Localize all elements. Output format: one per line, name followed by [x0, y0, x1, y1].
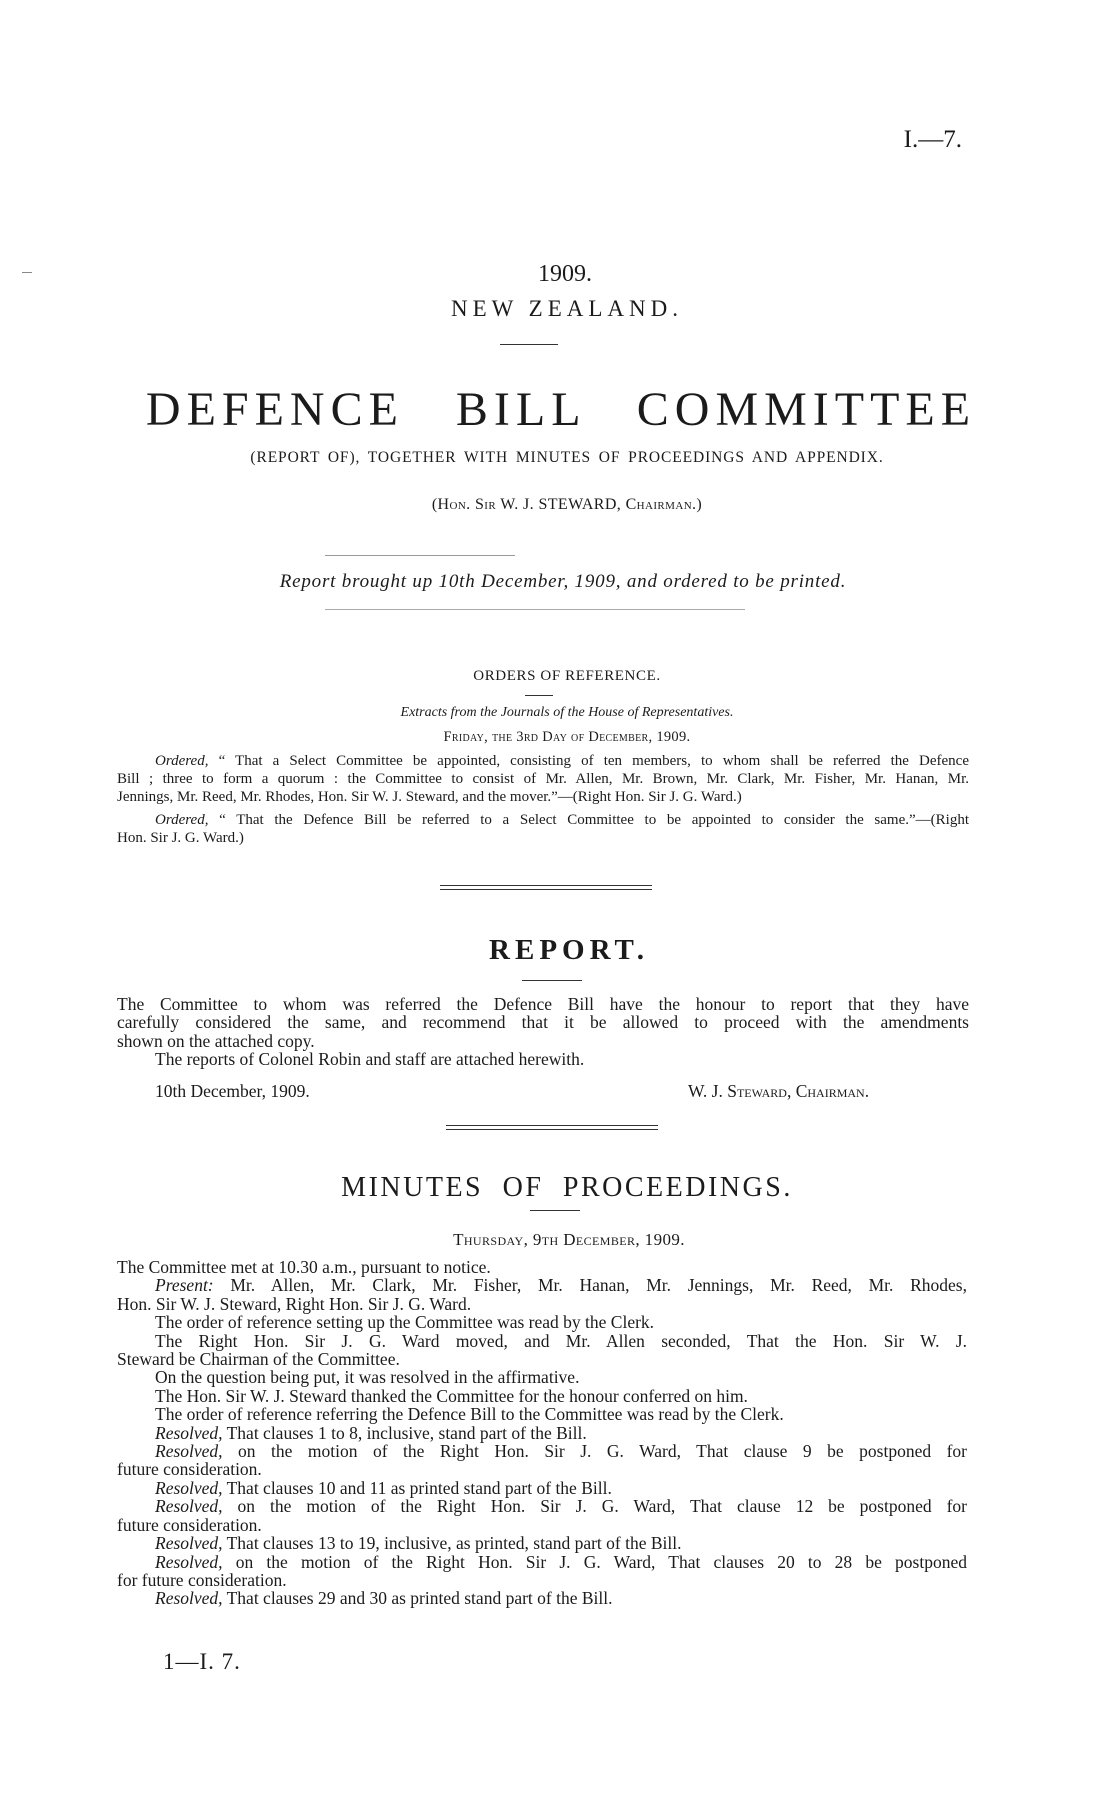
minutes-line-lead: Resolved, — [155, 1422, 223, 1443]
page-reference: I.—7. — [903, 126, 962, 153]
divider — [525, 695, 553, 696]
divider — [522, 980, 582, 981]
minutes-line-text: Mr. Allen, Mr. Clark, Mr. Fisher, Mr. Hanan, Mr. Jennings, Mr. Reed, Mr. Rhodes, — [213, 1275, 967, 1296]
minutes-line-text: On the question being put, it was resolved in the affirmative. — [155, 1367, 580, 1388]
order-2-lead: Ordered, — [155, 812, 209, 828]
document-title: DEFENCE BILL COMMITTEE — [145, 383, 977, 436]
minutes-line — [117, 1479, 967, 1497]
minutes-line — [117, 1295, 967, 1313]
minutes-line-text: Steward be Chairman of the Committee. — [117, 1349, 400, 1370]
order-1-line-1: “ That a Select Committee be appointed, consisting of ten members, to whom shall be referred the Defence — [208, 753, 969, 769]
order-paragraph-1 — [117, 752, 969, 806]
chairman-text: (Hon. Sir W. J. STEWARD, Chairman.) — [431, 496, 703, 513]
minutes-line — [117, 1424, 967, 1442]
minutes-line-text: future consideration. — [117, 1459, 262, 1480]
divider — [500, 344, 558, 345]
minutes-line-text: The order of reference setting up the Committee was read by the Clerk. — [155, 1312, 655, 1333]
minutes-line-lead: Resolved, — [155, 1441, 223, 1462]
minutes-line-lead: Resolved, — [155, 1533, 223, 1554]
minutes-line — [117, 1332, 967, 1350]
order-1-lead: Ordered, — [155, 753, 209, 769]
minutes-line-text: The Hon. Sir W. J. Steward thanked the Committee for the honour conferred on him. — [155, 1385, 748, 1406]
minutes-line — [117, 1516, 967, 1534]
document-subtitle: (REPORT OF), TOGETHER WITH MINUTES OF PROCEEDINGS AND APPENDIX. — [250, 449, 884, 466]
minutes-line — [117, 1442, 967, 1460]
minutes-line-lead: Resolved, — [155, 1496, 223, 1517]
report-line-3: shown on the attached copy. — [117, 1030, 315, 1051]
minutes-line-text: Hon. Sir W. J. Steward, Right Hon. Sir J. G. Ward. — [117, 1293, 472, 1314]
order-paragraph-2 — [117, 811, 969, 847]
minutes-line-text: on the motion of the Right Hon. Sir J. G. Ward, That clause 9 be postponed for — [222, 1441, 967, 1462]
minutes-line-text: The Right Hon. Sir J. G. Ward moved, and Mr. Allen seconded, That the Hon. Sir W. J. — [155, 1330, 967, 1351]
minutes-line — [117, 1368, 967, 1386]
order-1-line-2: Bill ; three to form a quorum : the Committee to consist of Mr. Allen, Mr. Brown, Mr. Clark, Mr. Fisher, Mr. Hanan, Mr. — [117, 771, 969, 787]
page-footer-id: 1—I. 7. — [163, 1649, 241, 1674]
minutes-line-text: That clauses 13 to 19, inclusive, as printed, stand part of the Bill. — [222, 1533, 682, 1554]
minutes-heading: MINUTES OF PROCEEDINGS. — [341, 1172, 793, 1203]
double-divider — [440, 885, 652, 890]
orders-heading: ORDERS OF REFERENCE. — [473, 668, 661, 684]
report-brought-up-line: Report brought up 10th December, 1909, and ordered to be printed. — [279, 571, 847, 592]
minutes-line — [117, 1313, 967, 1331]
minutes-line-lead: Resolved, — [155, 1477, 223, 1498]
report-line-4: The reports of Colonel Robin and staff are attached herewith. — [155, 1049, 585, 1070]
orders-date: Friday, the 3rd Day of December, 1909. — [443, 729, 691, 745]
minutes-line — [117, 1258, 967, 1276]
order-2-line-2: Hon. Sir J. G. Ward.) — [117, 830, 244, 846]
report-signature: W. J. Steward, Chairman. — [688, 1081, 870, 1101]
orders-extract: Extracts from the Journals of the House of Representatives. — [400, 705, 734, 720]
report-line-1: The Committee to whom was referred the Defence Bill have the honour to report that they have — [117, 994, 969, 1014]
minutes-line-text: The order of reference referring the Defence Bill to the Committee was read by the Clerk. — [155, 1404, 784, 1425]
report-heading: REPORT. — [489, 934, 649, 966]
minutes-line-text: That clauses 10 and 11 as printed stand part of the Bill. — [222, 1477, 612, 1498]
minutes-line — [117, 1534, 967, 1552]
minutes-line-text: future consideration. — [117, 1514, 262, 1535]
divider — [325, 609, 745, 610]
report-paragraph — [117, 995, 969, 1069]
double-divider — [446, 1125, 658, 1130]
minutes-line-text: That clauses 1 to 8, inclusive, stand part of the Bill. — [222, 1422, 587, 1443]
minutes-line-text: on the motion of the Right Hon. Sir J. G. Ward, That clauses 20 to 28 be postponed — [222, 1551, 967, 1572]
minutes-line-lead: Resolved, — [155, 1551, 223, 1572]
minutes-line — [117, 1460, 967, 1478]
report-date: 10th December, 1909. — [155, 1081, 310, 1101]
chairman-line — [10, 496, 1114, 514]
minutes-line-text: The Committee met at 10.30 a.m., pursuant to notice. — [117, 1257, 491, 1277]
minutes-line-lead: Present: — [155, 1275, 214, 1296]
minutes-line — [117, 1497, 967, 1515]
year: 1909. — [538, 261, 592, 287]
minutes-line — [117, 1553, 967, 1571]
minutes-date: Thursday, 9th December, 1909. — [453, 1230, 685, 1249]
minutes-line — [117, 1387, 967, 1405]
minutes-line — [117, 1589, 967, 1607]
order-1-line-3: Jennings, Mr. Reed, Mr. Rhodes, Hon. Sir W. J. Steward, and the mover.”—(Right Hon. Sir J. G. Ward.) — [117, 789, 742, 805]
minutes-line — [117, 1276, 967, 1294]
minutes-body — [117, 1258, 967, 1608]
minutes-line — [117, 1405, 967, 1423]
divider — [530, 1210, 580, 1211]
minutes-line-text: That clauses 29 and 30 as printed stand part of the Bill. — [222, 1588, 613, 1609]
divider — [325, 555, 515, 556]
minutes-line-text: on the motion of the Right Hon. Sir J. G. Ward, That clause 12 be postponed for — [222, 1496, 967, 1517]
minutes-line-lead: Resolved, — [155, 1588, 223, 1609]
country: NEW ZEALAND. — [450, 296, 684, 321]
order-2-line-1: “ That the Defence Bill be referred to a Select Committee to be appointed to consider the same.”—(Right — [208, 812, 969, 828]
minutes-line — [117, 1350, 967, 1368]
minutes-line-text: for future consideration. — [117, 1569, 287, 1590]
minutes-line — [117, 1571, 967, 1589]
report-line-2: carefully considered the same, and recommend that it be allowed to proceed with the amendments — [117, 1012, 969, 1033]
